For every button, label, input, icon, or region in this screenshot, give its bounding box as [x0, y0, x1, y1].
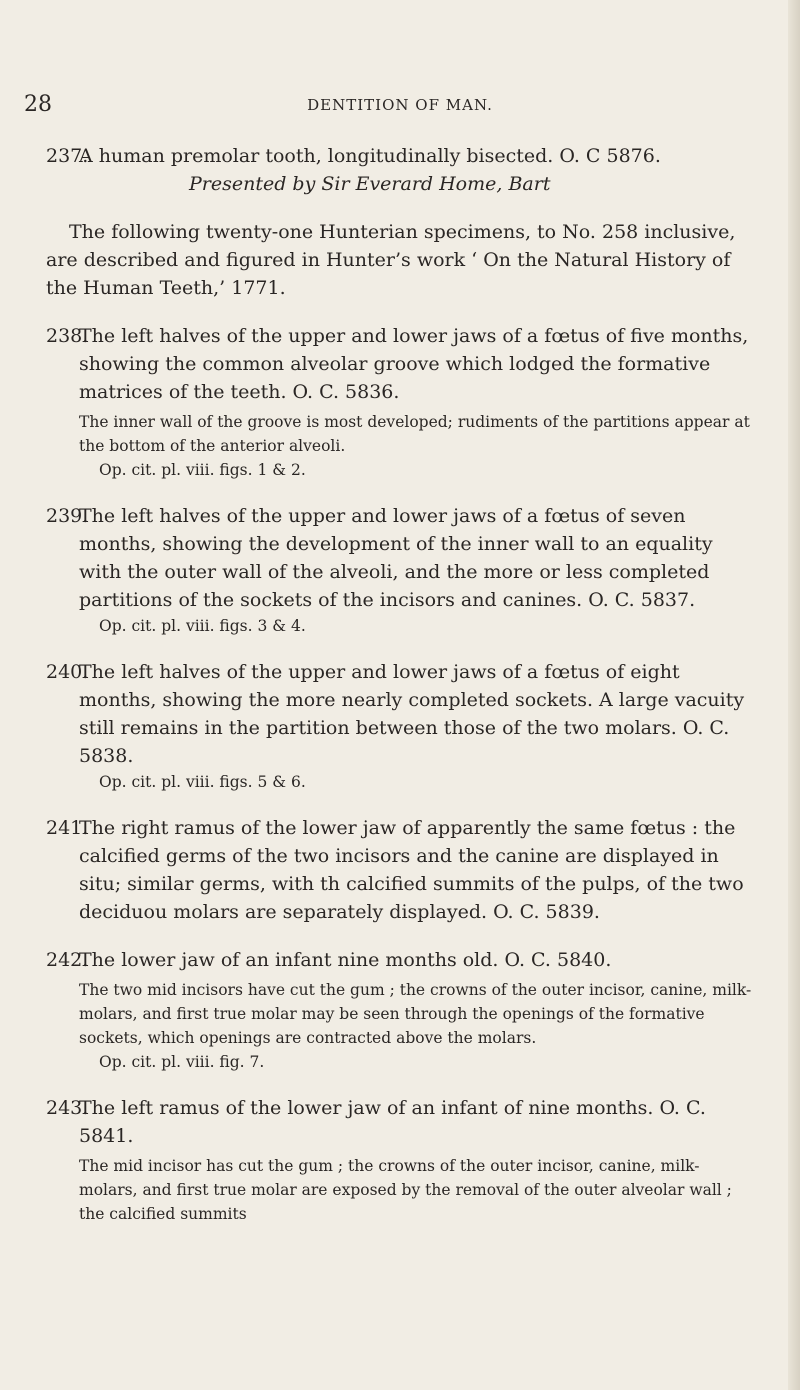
entry-note: The two mid incisors have cut the gum ; the crowns of the outer incisor, canine, milk-molars, and first true molar may be seen through the openings of the formative sockets, which openings are contracted above the molars.	[79, 981, 752, 1047]
entry-text: The lower jaw of an infant nine months old. O. C. 5840.	[79, 949, 612, 971]
intro-paragraph: The following twenty-one Hunterian specimens, to No. 258 inclusive, are described and figured in Hunter’s work ‘ On the Natural History of the Human Teeth,’ 1771.	[46, 221, 736, 299]
donor-credit	[79, 170, 758, 198]
entry-number: 237.	[46, 145, 89, 167]
catalogue-entry-243	[46, 1094, 758, 1226]
page-number: 28	[24, 92, 52, 117]
page-content	[46, 142, 758, 1246]
entry-reference: Op. cit. pl. viii. figs. 5 & 6.	[99, 773, 306, 791]
entry-note: The mid incisor has cut the gum ; the crowns of the outer incisor, canine, milk-molars, and first true molar are exposed by the removal of the outer alveolar wall ; the calcified summits	[79, 1157, 732, 1223]
catalogue-entry-239	[46, 502, 758, 638]
running-title: DENTITION OF MAN.	[307, 96, 493, 114]
page-edge	[788, 0, 800, 1390]
catalogue-entry-237	[46, 142, 758, 198]
catalogue-entry-238	[46, 322, 758, 482]
entry-reference: Op. cit. pl. viii. fig. 7.	[99, 1053, 265, 1071]
entry-number: 242.	[46, 949, 89, 971]
entry-number: 238.	[46, 325, 89, 347]
catalogue-entry-241	[46, 814, 758, 926]
entry-text: The left ramus of the lower jaw of an infant of nine months. O. C. 5841.	[79, 1097, 706, 1147]
entry-text: The left halves of the upper and lower jaws of a fœtus of seven months, showing the development of the inner wall to an equality with the outer wall of the alveoli, and the more or less completed partitions of the sockets of the incisors and canines. O. C. 5837.	[79, 505, 713, 611]
entry-reference: Op. cit. pl. viii. figs. 3 & 4.	[99, 617, 306, 635]
entry-text: A human premolar tooth, longitudinally bisected. O. C 5876.	[79, 145, 661, 167]
entry-text: The left halves of the upper and lower jaws of a fœtus of eight months, showing the more nearly completed sockets. A large vacuity still remains in the partition between those of the two molars. O. C. 5838.	[79, 661, 745, 767]
page-header	[0, 92, 800, 122]
entry-number: 243.	[46, 1097, 89, 1119]
catalogue-entry-240	[46, 658, 758, 794]
entry-reference: Op. cit. pl. viii. figs. 1 & 2.	[99, 461, 306, 479]
catalogue-entry-242	[46, 946, 758, 1074]
entry-number: 241.	[46, 817, 89, 839]
entry-number: 240.	[46, 661, 89, 683]
entry-note: The inner wall of the groove is most developed; rudiments of the partitions appear at the bottom of the anterior alveoli.	[79, 413, 750, 455]
entry-number: 239.	[46, 505, 89, 527]
entry-text: The right ramus of the lower jaw of apparently the same fœtus : the calcified germs of the two incisors and the canine are displayed in situ; similar germs, with th calcified summits of the pulps, of the two deciduou molars are separately displayed. O. C. 5839.	[79, 817, 744, 923]
entry-text: The left halves of the upper and lower jaws of a fœtus of five months, showing the common alveolar groove which lodged the formative matrices of the teeth. O. C. 5836.	[79, 325, 749, 403]
donor-credit-text: Presented by Sir Everard Home, Bart	[189, 173, 551, 195]
